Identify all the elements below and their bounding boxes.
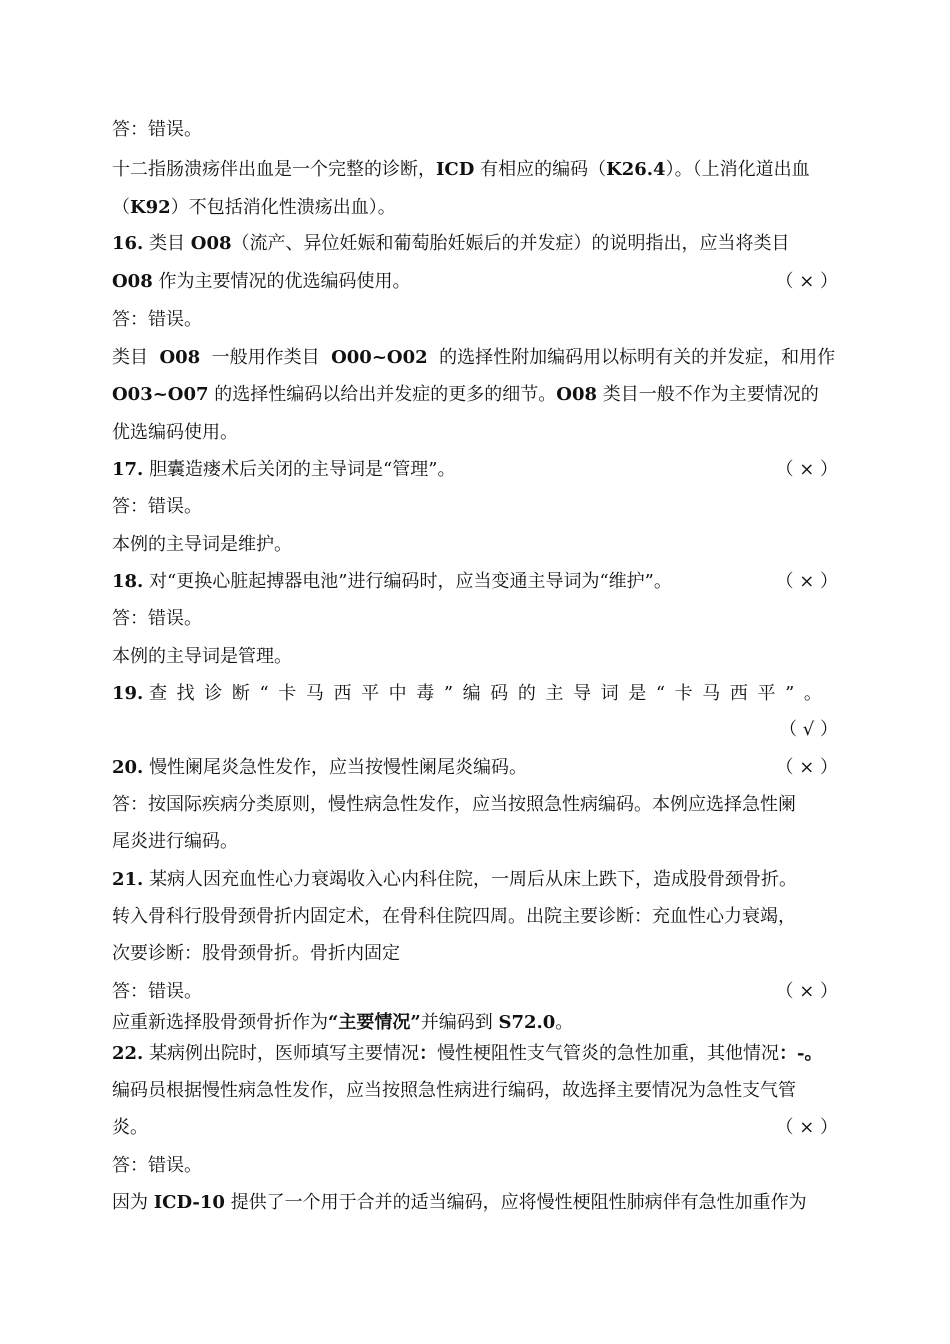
- code-text: O08: [159, 347, 201, 368]
- code-text: K26.4: [606, 159, 666, 180]
- answer-text: 答：错误。: [112, 119, 202, 140]
- answer-text: 尾炎进行编码。: [112, 831, 238, 852]
- question-number: 17.: [112, 459, 144, 480]
- question-text: 转入骨科行股骨颈骨折内固定术，在骨科住院四周。出院主要诊断：充血性心力衰竭，: [112, 906, 796, 927]
- false-mark: （ × ）: [775, 459, 838, 480]
- question-text: 对“更换心脏起搏器电池”进行编码时，应当变通主导词为“维护”。: [149, 571, 672, 592]
- question-text: 编码员根据慢性病急性发作，应当按照急性病进行编码，故选择主要情况为急性支气管: [112, 1080, 796, 1101]
- answer-line: [112, 793, 838, 817]
- explanation-line: [112, 383, 838, 407]
- answer-text: 答：错误。: [112, 608, 202, 629]
- answer-line: [112, 980, 838, 1004]
- question-number: 16.: [112, 233, 144, 254]
- text-run: 十二指肠溃疡伴出血是一个完整的诊断，: [112, 159, 436, 180]
- question-number: 21.: [112, 869, 144, 890]
- question-22-line-3: [112, 1116, 838, 1140]
- explanation-line: [112, 1011, 838, 1035]
- question-21-line-2: [112, 905, 838, 929]
- true-mark: （ √ ）: [779, 719, 838, 740]
- question-text: 某病例出院时，医师填写主要情况: [149, 1043, 420, 1064]
- text-run: 本例的主导词是管理。: [112, 646, 292, 667]
- text-run: 有相应的编码（: [480, 159, 607, 180]
- question-16-line-2: [112, 270, 838, 294]
- answer-text: 答：错误。: [112, 496, 202, 517]
- text-run: 类目一般不作为主要情况的: [602, 384, 819, 405]
- text-run: 。: [555, 1012, 574, 1033]
- answer-line: [112, 830, 838, 854]
- text-run: 应重新选择股骨颈骨折作为: [112, 1012, 328, 1033]
- text-run: 提供了一个用于合并的适当编码，应将慢性梗阻性肺病伴有急性加重作为: [230, 1192, 807, 1213]
- text-run: 类目: [149, 233, 186, 254]
- text-run: 因为: [112, 1192, 148, 1213]
- question-21-line-3: [112, 942, 838, 966]
- text-run: 类目: [112, 347, 148, 368]
- question-number: 22.: [112, 1043, 144, 1064]
- question-19: [112, 682, 838, 706]
- code-text: O08: [190, 233, 232, 254]
- answer-line: [112, 308, 838, 332]
- punctuation: ：: [419, 1043, 438, 1064]
- text-run: ）不包括消化性溃疡出血）。: [170, 197, 396, 218]
- code-text: O03~O07: [112, 384, 209, 405]
- answer-line: [112, 495, 838, 519]
- false-mark: （ × ）: [775, 1117, 838, 1138]
- false-mark: （ × ）: [775, 981, 838, 1002]
- punctuation: ：-。: [779, 1043, 823, 1064]
- question-text: 胆囊造瘘术后关闭的主导词是“管理”。: [149, 459, 456, 480]
- question-number: 20.: [112, 757, 144, 778]
- false-mark: （ × ）: [775, 571, 838, 592]
- question-21-line-1: [112, 868, 838, 892]
- explanation-line: [112, 421, 838, 445]
- false-mark: （ × ）: [775, 757, 838, 778]
- answer-text: 答：按国际疾病分类原则，慢性病急性发作，应当按照急性病编码。本例应选择急性阑: [112, 794, 796, 815]
- explanation-line: [112, 158, 838, 182]
- false-mark: （ × ）: [775, 271, 838, 292]
- text-run: （: [112, 197, 130, 218]
- question-22-line-1: [112, 1042, 838, 1066]
- code-text: K92: [130, 197, 171, 218]
- text-run: 的选择性附加编码用以标明有关的并发症，和用作: [439, 347, 836, 368]
- question-22-line-2: [112, 1079, 838, 1103]
- answer-text: 答：错误。: [112, 1155, 202, 1176]
- text-run: （流产、异位妊娠和葡萄胎妊娠后的并发症）的说明指出，应当将类目: [231, 233, 790, 254]
- explanation-line: [112, 346, 838, 370]
- question-text: 查找诊断“卡马西平中毒”编码的主导词是“卡马西平”。: [149, 683, 832, 704]
- code-text: O00~O02: [331, 347, 428, 368]
- question-text: 炎。: [112, 1117, 148, 1138]
- question-text: 某病人因充血性心力衰竭收入心内科住院，一周后从床上跌下，造成股骨颈骨折。: [149, 869, 798, 890]
- text-run: 一般用作类目: [211, 347, 320, 368]
- question-18: [112, 570, 838, 594]
- answer-line: [112, 1154, 838, 1178]
- answer-text: 答：错误。: [112, 309, 202, 330]
- explanation-line: [112, 196, 838, 220]
- explanation-line: [112, 645, 838, 669]
- text-run: 作为主要情况的优选编码使用。: [158, 271, 411, 292]
- question-number: 19.: [112, 683, 144, 704]
- code-text: S72.0: [498, 1012, 556, 1033]
- code-text: O08: [556, 384, 598, 405]
- text-run: ）。（上消化道出血: [665, 159, 810, 180]
- code-text: O08: [112, 271, 153, 292]
- code-text: ICD-10: [153, 1192, 225, 1213]
- question-20: [112, 756, 838, 780]
- text-run: 优选编码使用。: [112, 422, 238, 443]
- code-text: ICD: [436, 159, 475, 180]
- text-run: 的选择性编码以给出并发症的更多的细节。: [214, 384, 557, 405]
- question-text: 慢性梗阻性支气管炎的急性加重，其他情况: [437, 1043, 780, 1064]
- question-text: 次要诊断：股骨颈骨折。骨折内固定: [112, 943, 400, 964]
- answer-text: 答：错误。: [112, 981, 202, 1002]
- text-run: 并编码到: [420, 1012, 493, 1033]
- emphasis-text: “主要情况”: [328, 1012, 421, 1033]
- explanation-line: [112, 533, 838, 557]
- answer-line: [112, 118, 838, 142]
- question-number: 18.: [112, 571, 144, 592]
- answer-line: [112, 607, 838, 631]
- question-text: 慢性阑尾炎急性发作，应当按慢性阑尾炎编码。: [149, 757, 528, 778]
- explanation-line: [112, 1191, 838, 1215]
- question-17: [112, 458, 838, 482]
- text-run: 本例的主导词是维护。: [112, 534, 292, 555]
- question-16-line-1: [112, 232, 838, 256]
